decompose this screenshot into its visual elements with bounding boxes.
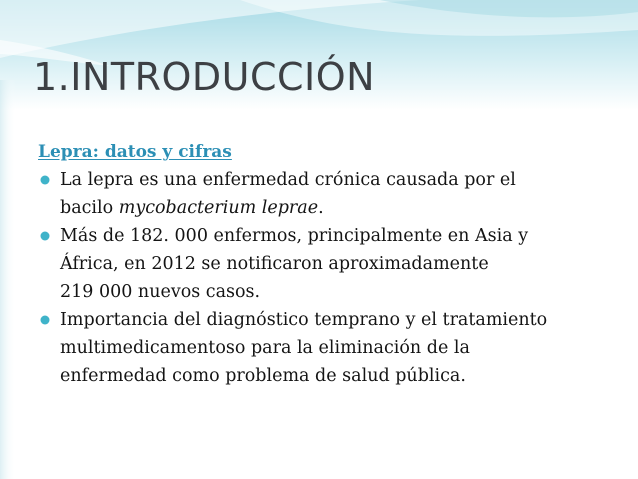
bullet-2-line-1: Más de 182. 000 enfermos, principalmente en Asia y xyxy=(60,226,529,246)
slide-body xyxy=(38,138,618,390)
bullet-item-3 xyxy=(38,306,618,390)
bullet-1-line-2 xyxy=(60,194,618,222)
left-edge-fade xyxy=(0,80,16,479)
section-subtitle: Lepra: datos y cifras xyxy=(38,142,232,162)
bullet-item-1 xyxy=(38,166,618,222)
bullet-2-line-2: África, en 2012 se notificaron aproximadamente xyxy=(60,254,489,274)
bullet-3-line-3: enfermedad como problema de salud pública. xyxy=(60,366,466,386)
bullet-3-line-2: multimedicamentoso para la eliminación de la xyxy=(60,338,470,358)
bullet-2-line-3: 219 000 nuevos casos. xyxy=(60,282,261,302)
bullet-1-species-name: mycobacterium leprae xyxy=(118,198,319,218)
slide-title: 1.INTRODUCCIÓN xyxy=(33,55,376,99)
bullet-1-line-2-suffix: . xyxy=(318,198,324,218)
bullet-icon xyxy=(40,175,50,185)
bullet-item-2 xyxy=(38,222,618,306)
bullet-1-line-1: La lepra es una enfermedad crónica causada por el xyxy=(60,170,516,190)
bullet-icon xyxy=(40,315,50,325)
bullet-3-line-1: Importancia del diagnóstico temprano y el tratamiento xyxy=(60,310,548,330)
bullet-icon xyxy=(40,231,50,241)
bullet-1-line-2-prefix: bacilo xyxy=(60,198,119,218)
